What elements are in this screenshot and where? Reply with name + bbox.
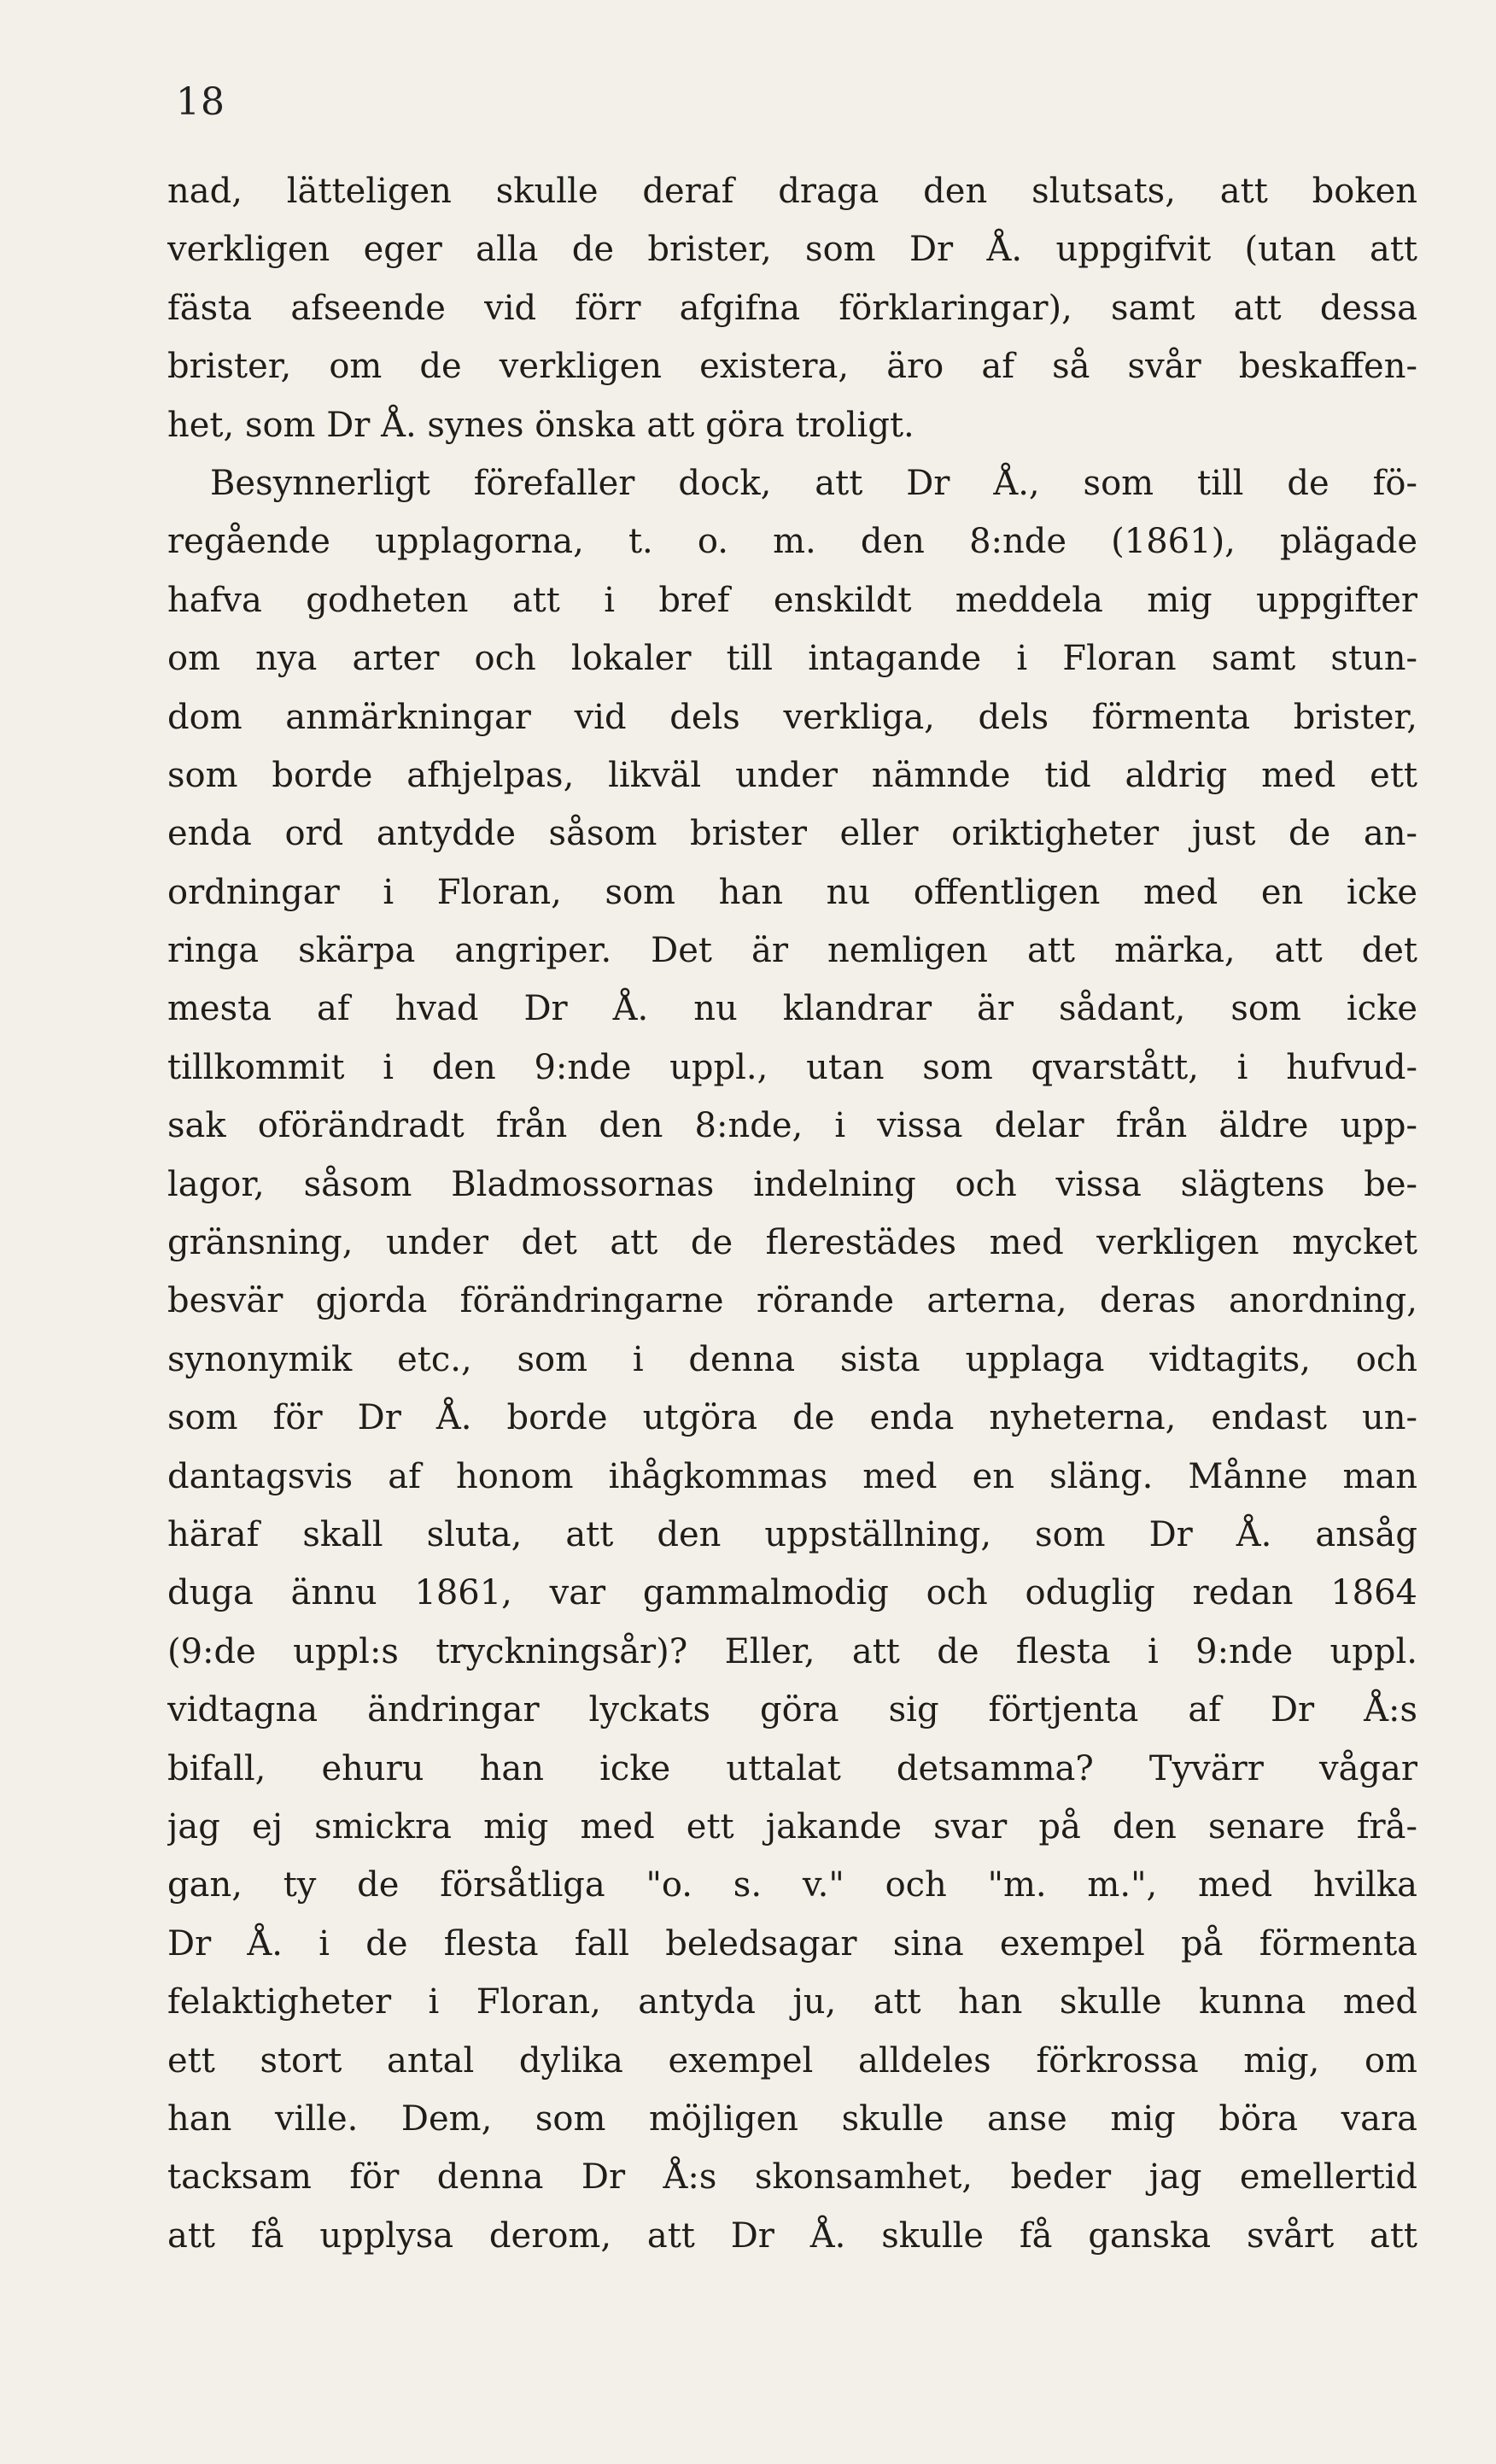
text-line: som för Dr Å. borde utgöra de enda nyheterna, endast un-: [167, 1398, 1417, 1438]
text-line: dantagsvis af honom ihågkommas med en släng. Månne man: [167, 1456, 1417, 1496]
text-line: felaktigheter i Floran, antyda ju, att han skulle kunna med: [167, 1982, 1417, 2022]
text-line: som borde afhjelpas, likväl under nämnde tid aldrig med ett: [167, 755, 1417, 795]
text-line: om nya arter och lokaler till intagande i Floran samt stun-: [167, 639, 1417, 679]
text-line: gan, ty de försåtliga "o. s. v." och "m. m.", med hvilka: [167, 1865, 1417, 1905]
text-line: verkligen eger alla de brister, som Dr Å. uppgifvit (utan att: [167, 230, 1417, 270]
text-line: gränsning, under det att de flerestädes med verkligen mycket: [167, 1223, 1417, 1263]
page-number: 18: [176, 80, 225, 124]
text-line: sak oförändradt från den 8:nde, i vissa delar från äldre upp-: [167, 1106, 1417, 1146]
text-line: (9:de uppl:s tryckningsår)? Eller, att de flesta i 9:nde uppl.: [167, 1631, 1417, 1671]
text-line: Dr Å. i de flesta fall beledsagar sina exempel på förmenta: [167, 1923, 1417, 1964]
text-line: brister, om de verkligen existera, äro af så svår beskaffen-: [167, 347, 1417, 387]
text-line: ringa skärpa angriper. Det är nemligen att märka, att det: [167, 931, 1417, 971]
paragraph-start-line: Besynnerligt förefaller dock, att Dr Å., som till de fö-: [210, 463, 1417, 503]
text-line: nad, lätteligen skulle deraf draga den slutsats, att boken: [167, 172, 1417, 211]
text-line: enda ord antydde såsom brister eller oriktigheter just de an-: [167, 814, 1417, 854]
text-line: häraf skall sluta, att den uppställning, som Dr Å. ansåg: [167, 1514, 1417, 1554]
text-line: lagor, såsom Bladmossornas indelning och vissa slägtens be-: [167, 1164, 1417, 1204]
text-line: besvär gjorda förändringarne rörande arterna, deras anordning,: [167, 1281, 1417, 1321]
text-line: ett stort antal dylika exempel alldeles förkrossa mig, om: [167, 2040, 1417, 2081]
text-line: synonymik etc., som i denna sista upplaga vidtagits, och: [167, 1339, 1417, 1379]
text-line: duga ännu 1861, var gammalmodig och oduglig redan 1864: [167, 1573, 1417, 1613]
text-line: ordningar i Floran, som han nu offentligen med en icke: [167, 872, 1417, 912]
text-line: fästa afseende vid förr afgifna förklaringar), samt att dessa: [167, 288, 1417, 328]
text-line: mesta af hvad Dr Å. nu klandrar är sådant, som icke: [167, 989, 1417, 1029]
text-line: jag ej smickra mig med ett jakande svar på den senare frå-: [167, 1806, 1417, 1847]
text-line: tacksam för denna Dr Å:s skonsamhet, beder jag emellertid: [167, 2157, 1417, 2198]
text-line: han ville. Dem, som möjligen skulle anse mig böra vara: [167, 2098, 1417, 2139]
text-line: tillkommit i den 9:nde uppl., utan som qvarstått, i hufvud-: [167, 1047, 1417, 1087]
text-line: bifall, ehuru han icke uttalat detsamma? Tyvärr vågar: [167, 1748, 1417, 1788]
text-line: dom anmärkningar vid dels verkliga, dels förmenta brister,: [167, 697, 1417, 737]
text-line: vidtagna ändringar lyckats göra sig förtjenta af Dr Å:s: [167, 1690, 1417, 1730]
text-line: het, som Dr Å. synes önska att göra troligt.: [167, 405, 915, 445]
text-line: hafva godheten att i bref enskildt meddela mig uppgifter: [167, 580, 1417, 620]
body-text: [167, 162, 1417, 2265]
text-line: att få upplysa derom, att Dr Å. skulle få ganska svårt att: [167, 2215, 1417, 2256]
text-line: regående upplagorna, t. o. m. den 8:nde (1861), plägade: [167, 522, 1417, 562]
